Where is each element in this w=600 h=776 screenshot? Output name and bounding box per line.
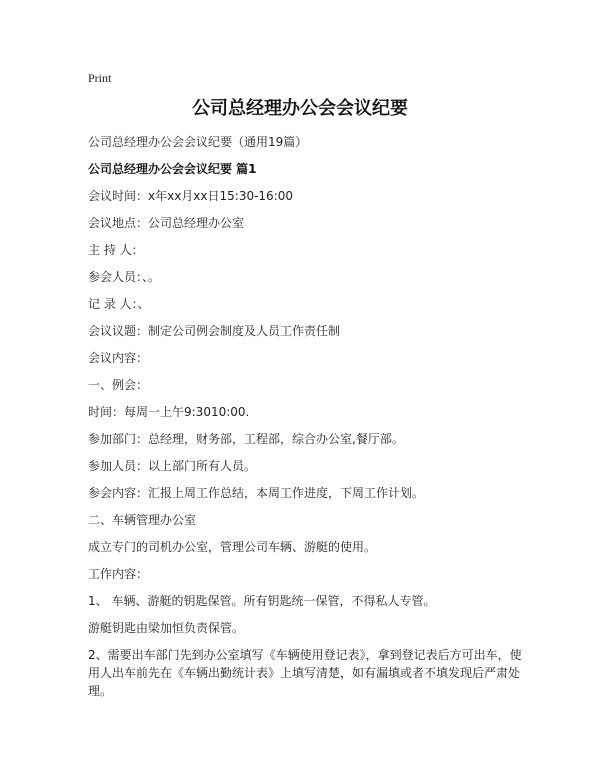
document-title: 公司总经理办公会会议纪要	[192, 98, 408, 119]
regular-meeting-time-line: 时间：每周一上午9:3010:00.	[88, 405, 250, 419]
vehicle-office-heading: 二、车辆管理办公室	[88, 513, 197, 527]
meeting-content-line: 参会内容：汇报上周工作总结，本周工作进度，下周工作计划。	[88, 486, 425, 500]
yacht-key-line: 游艇钥匙由梁加恒负责保管。	[88, 621, 245, 635]
document-subtitle: 公司总经理办公会会议纪要（通用19篇）	[88, 135, 308, 149]
agenda-line: 会议议题：制定公司例会制度及人员工作责任制	[88, 324, 341, 338]
host-line: 主 持 人：	[88, 243, 144, 257]
work-content-label-line: 工作内容：	[88, 567, 149, 581]
meeting-location-line: 会议地点：公司总经理办公室	[88, 216, 245, 230]
recorder-line: 记 录 人：、	[88, 297, 150, 311]
key-custody-line: 1、 车辆、游艇的钥匙保管。所有钥匙统一保管，不得私人专管。	[88, 594, 436, 608]
departments-line: 参加部门：总经理，财务部，工程部，综合办公室,餐厅部。	[88, 432, 404, 446]
content-label-line: 会议内容：	[88, 351, 149, 365]
participants-line: 参加人员：以上部门所有人员。	[88, 459, 257, 473]
vehicle-request-paragraph: 2、需要出车部门先到办公室填写《车辆使用登记表》，拿到登记表后方可出车，使用人出车前先在《车辆出勤统计表》上填写清楚，如有漏填或者不填发现后严肃处理。	[88, 648, 522, 698]
driver-office-line: 成立专门的司机办公室，管理公司车辆、游艇的使用。	[88, 540, 377, 554]
regular-meeting-heading: 一、例会：	[88, 378, 149, 392]
attendees-line: 参会人员：、。	[88, 270, 161, 284]
meeting-time-line: 会议时间：x年xx月xx日15:30-16:00	[88, 189, 294, 203]
section-heading: 公司总经理办公会会议纪要 篇1	[88, 162, 257, 176]
print-link[interactable]: Print	[88, 71, 112, 85]
